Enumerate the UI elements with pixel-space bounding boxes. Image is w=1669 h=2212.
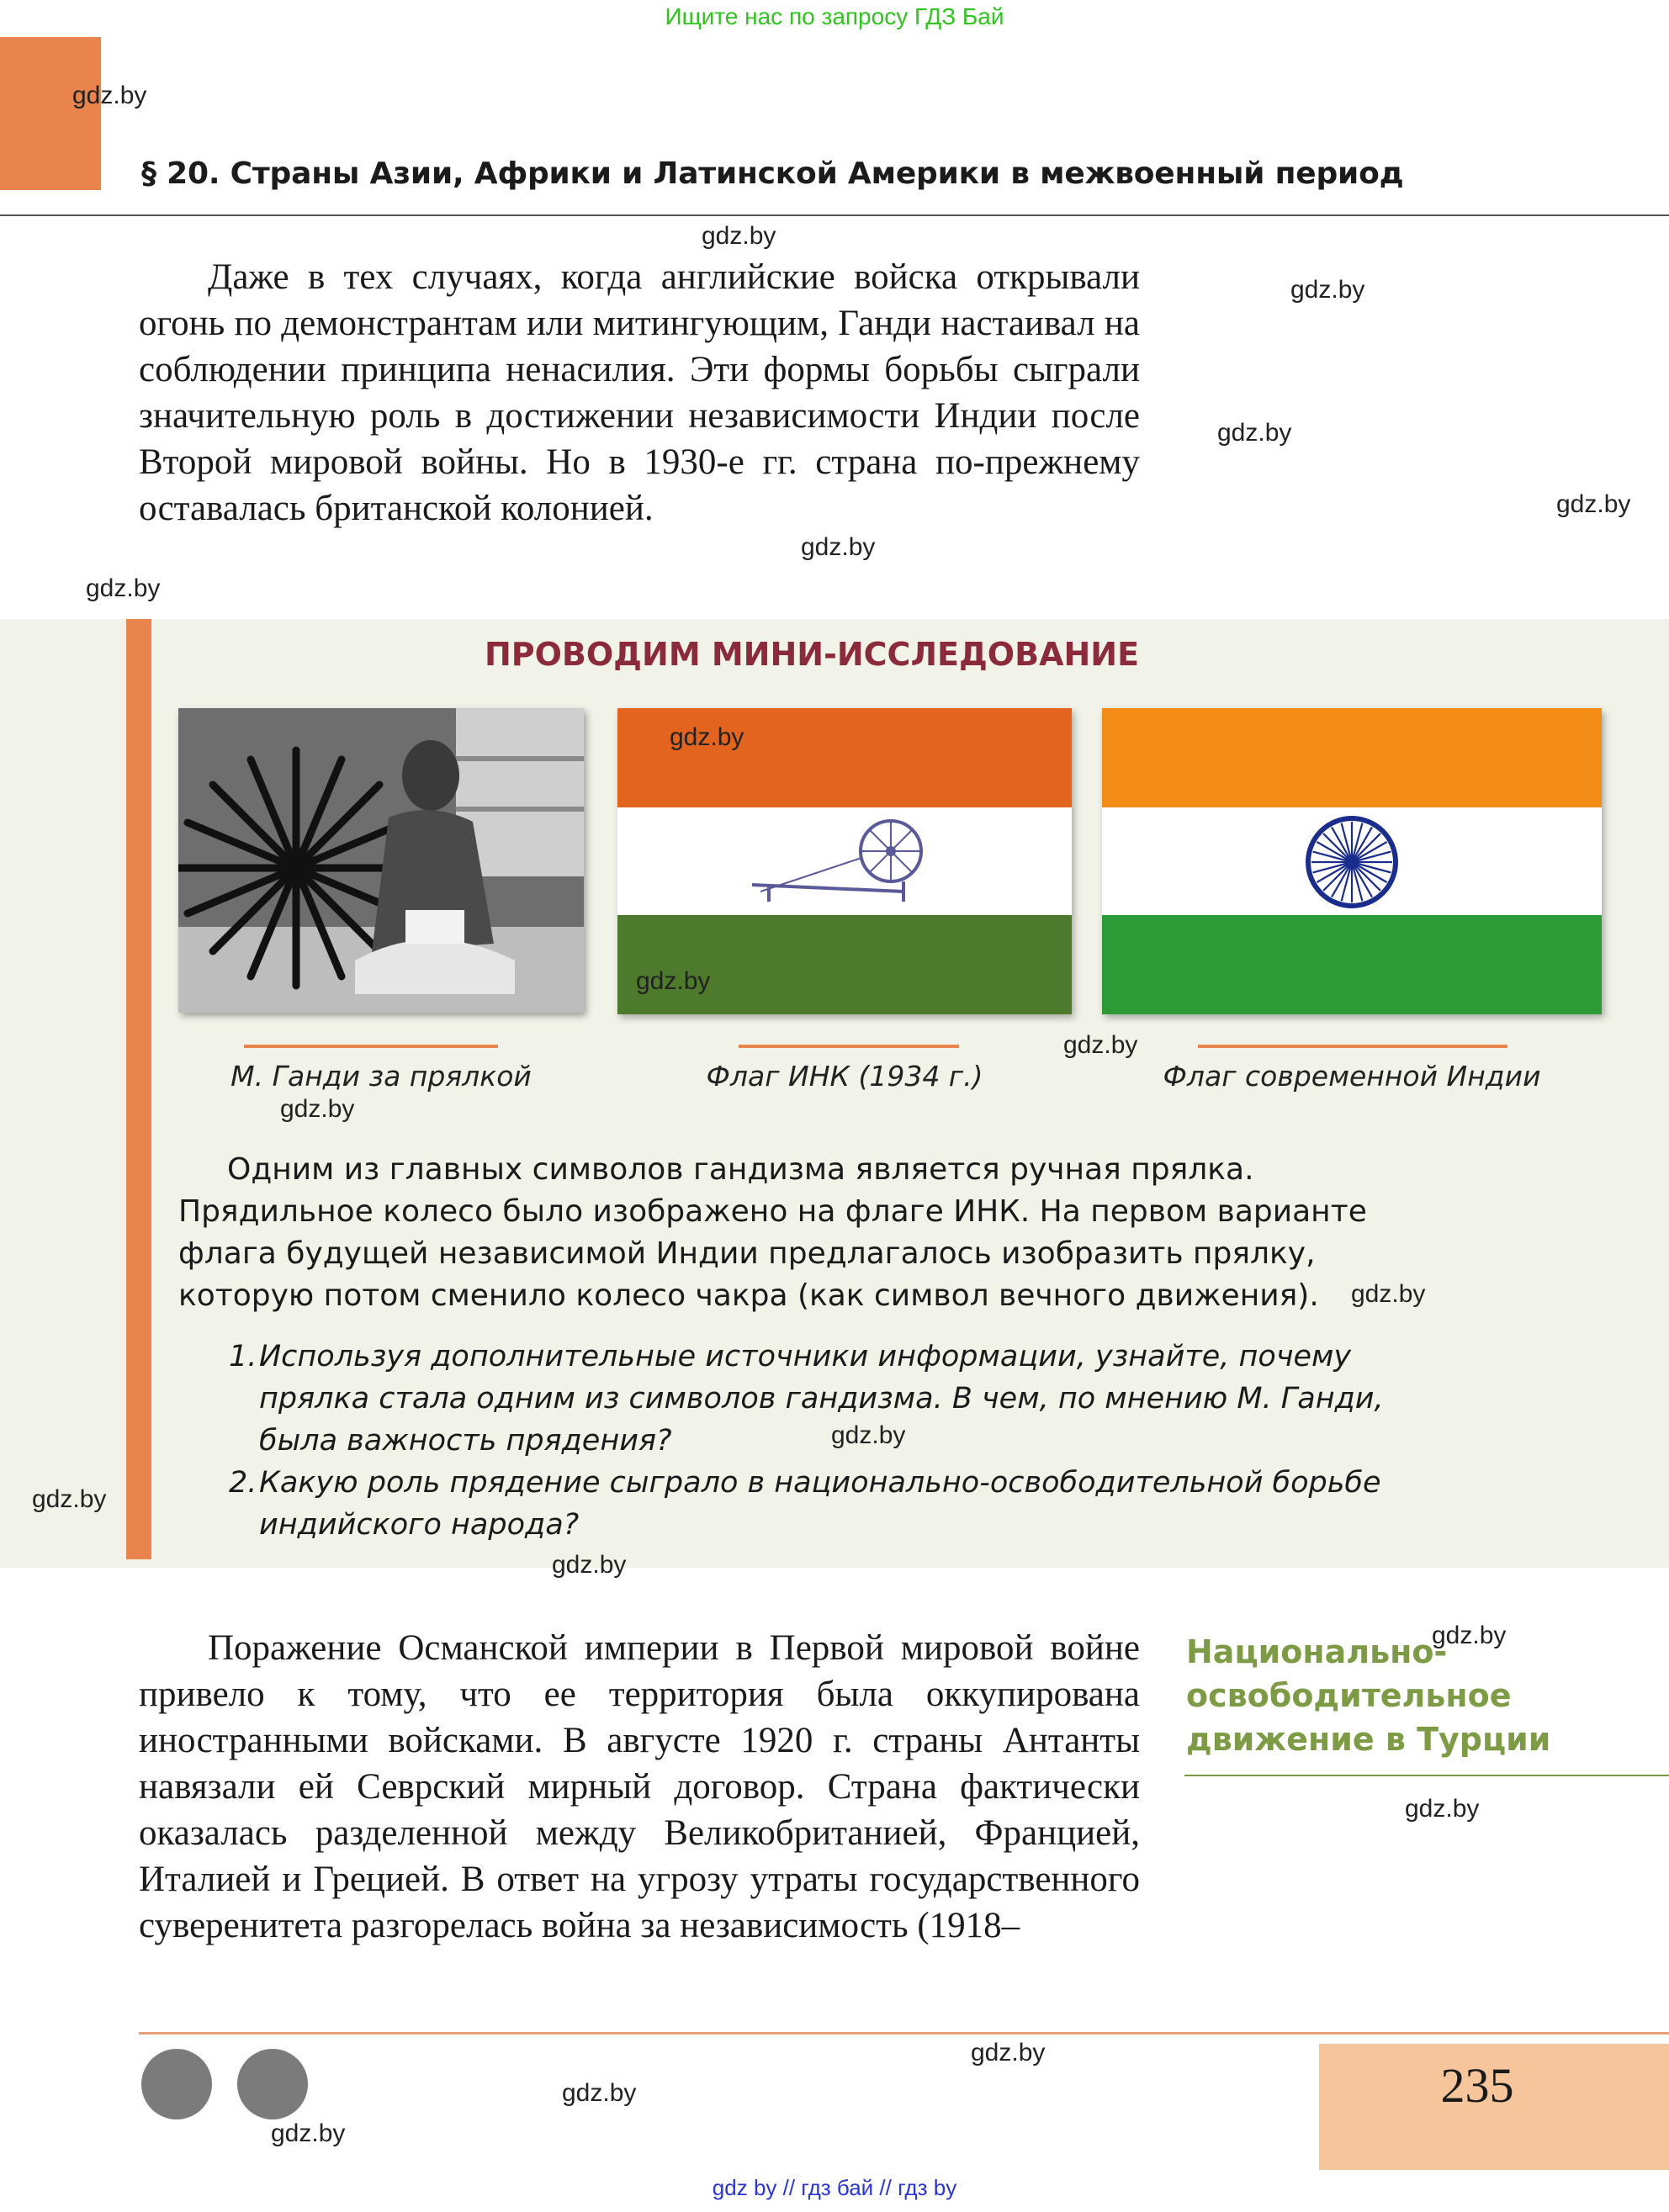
watermark: gdz.by [72,82,147,109]
watermark: gdz.by [1351,1280,1426,1308]
nav-circle-left [141,2049,212,2119]
watermark: gdz.by [1556,490,1631,518]
caption-india-flag: Флаг современной Индии [1163,1060,1541,1093]
watermark: gdz.by [971,2039,1046,2066]
main-paragraph-text: Поражение Османской империи в Первой мировой войне привело к тому, что ее территория была оккупирована иностранными войсками. В августе 1920 г. страны Антанты навязали ей Севрский мирный договор. Страна фактически оказалась разделенной между Великобританией, Францией, Италией и Грецией. В ответ на угрозу утраты государственного суверенитета разгорелась война за независимость (1918– [139,1628,1140,1945]
watermark: gdz.by [831,1421,906,1449]
flag-stripe-saffron [1102,708,1602,807]
top-banner[interactable]: Ищите нас по запросу ГДЗ Бай [665,3,1004,29]
watermark: gdz.by [801,533,876,561]
intro-paragraph [139,254,1140,532]
watermark: gdz.by [636,967,711,995]
watermark: gdz.by [1290,276,1365,304]
question-text: Используя дополнительные источники информации, узнайте, почему прялка стала одним из символов гандизма. В чем, по мнению М. Ганди, была важность прядения? [259,1340,1384,1458]
question-number: 2. [229,1466,257,1500]
nav-circle-right [237,2049,308,2119]
watermark: gdz.by [702,222,776,250]
flag-stripe-green [617,915,1072,1014]
question-number: 1. [229,1340,257,1373]
page-number: 235 [1440,2058,1514,2113]
watermark: gdz.by [32,1485,107,1513]
watermark: gdz.by [86,574,161,602]
side-heading: Национально-освободительное движение в Турции [1186,1633,1551,1758]
question-text: Какую роль прядение сыграло в национально-освободительной борьбе индийского народа? [259,1466,1381,1542]
modern-india-flag [1102,708,1602,1014]
running-head: § 20. Страны Азии, Африки и Латинской Америки в межвоенный период [141,156,1404,191]
ashoka-chakra-icon [1304,814,1400,910]
watermark: gdz.by [1405,1795,1480,1823]
caption-rule-3 [1198,1045,1507,1048]
watermark: gdz.by [670,723,744,751]
watermark: gdz.by [271,2119,346,2147]
flag-stripe-green [1102,915,1602,1014]
gandhi-photo-illustration [178,708,584,1013]
question-item-2 [229,1462,1440,1546]
main-paragraph [139,1625,1140,1949]
header-rule [0,214,1669,216]
research-box-text: Одним из главных символов гандизма является ручная прялка. Прядильное колесо было изображено на флаге ИНК. На первом варианте флага будущей независимой Индии предлагалось изобразить прялку, которую потом сменило колесо чакра (как символ вечного движения). [178,1152,1367,1313]
watermark: gdz.by [1217,419,1292,447]
intro-paragraph-text: Даже в тех случаях, когда английские войска открывали огонь по демонстрантам или митингующим, Ганди настаивал на соблюдении принципа ненасилия. Эти формы борьбы сыграли значительную роль в достижении независимости Индии после Второй мировой войны. Но в 1930-е гг. страна по-прежнему оставалась британской колонией. [139,257,1140,528]
spinning-wheel-icon [735,807,954,915]
watermark: gdz.by [552,1551,627,1579]
side-heading-rule [1184,1775,1669,1776]
research-box-accent-bar [126,619,151,1559]
watermark: gdz.by [1432,1622,1507,1649]
caption-rule-1 [244,1045,498,1048]
corner-accent-block [0,37,101,190]
watermark: gdz.by [562,2079,637,2107]
footer-links[interactable]: gdz by // гдз бай // гдз by [712,2175,957,2200]
watermark: gdz.by [280,1095,355,1123]
gandhi-photo [178,708,584,1013]
watermark: gdz.by [1063,1031,1138,1059]
caption-inc-flag: Флаг ИНК (1934 г.) [706,1060,983,1093]
caption-gandhi: М. Ганди за прялкой [230,1060,532,1093]
research-box-title: ПРОВОДИМ МИНИ-ИССЛЕДОВАНИЕ [484,636,1140,673]
footer-rule [139,2032,1669,2035]
caption-rule-2 [739,1045,959,1048]
